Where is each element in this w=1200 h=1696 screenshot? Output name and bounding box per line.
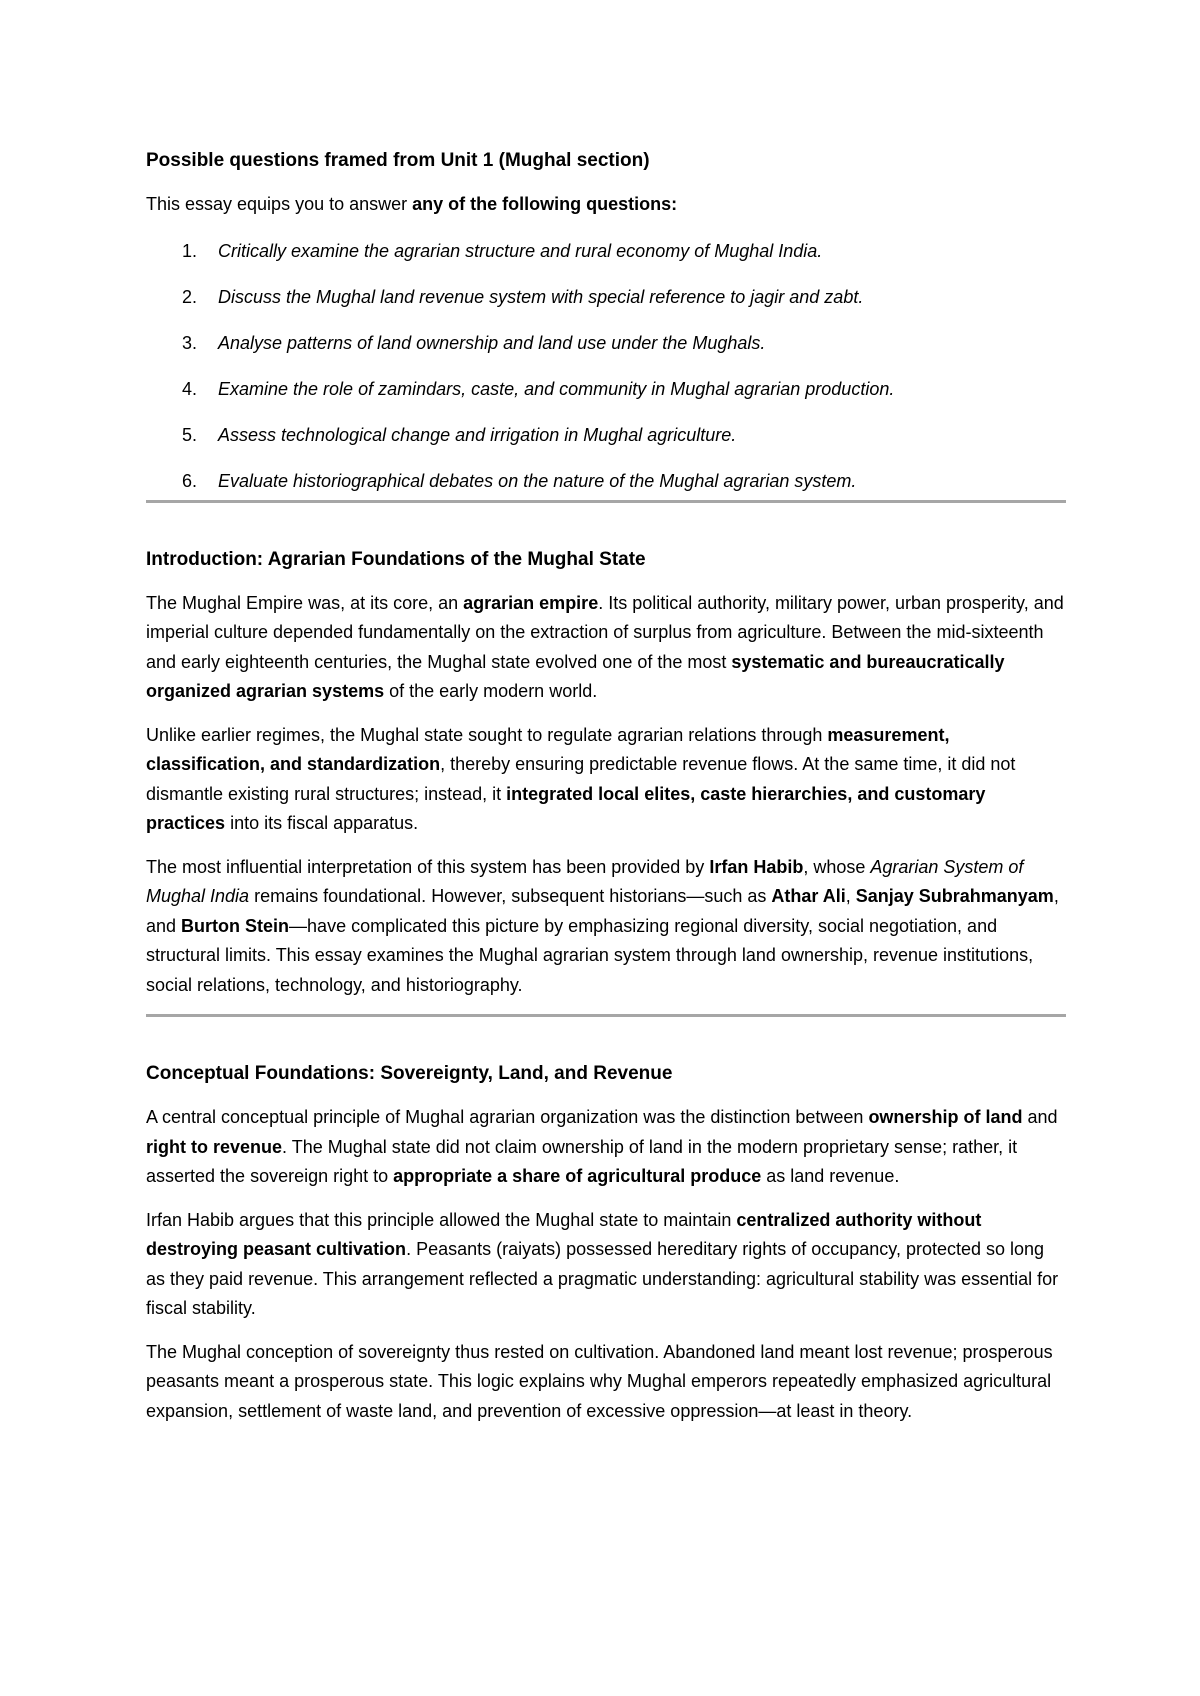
text-run: remains foundational. However, subsequent historians—such as bbox=[249, 886, 772, 906]
text-run: . Peasants (raiyats) possessed hereditary rights of occupancy, protected so long as they paid revenue. This arrangement reflected a pragmatic understanding: agricultural stability was essential for fiscal stability. bbox=[146, 1239, 1059, 1318]
spacer bbox=[146, 1324, 1066, 1338]
list-item-text: Discuss the Mughal land revenue system with special reference to jagir and zabt. bbox=[218, 286, 864, 307]
list-number: 3. bbox=[182, 332, 198, 353]
list-number: 5. bbox=[182, 424, 198, 445]
spacer bbox=[146, 573, 1066, 589]
list-item-text: Examine the role of zamindars, caste, and community in Mughal agrarian production. bbox=[218, 378, 895, 399]
bold-run: agrarian empire bbox=[463, 592, 599, 613]
bold-run: Burton Stein bbox=[181, 915, 290, 936]
text-run: The Mughal Empire was, at its core, an bbox=[146, 592, 464, 613]
list-item-text: Evaluate historiographical debates on the nature of the Mughal agrarian system. bbox=[218, 470, 857, 491]
spacer bbox=[146, 1192, 1066, 1206]
questions-list bbox=[146, 238, 1066, 500]
conceptual-paragraph-3 bbox=[146, 1338, 1066, 1427]
text-run: , bbox=[845, 886, 856, 906]
text-run: , whose bbox=[803, 856, 871, 877]
document-page bbox=[146, 148, 1066, 1426]
list-item bbox=[146, 376, 1066, 422]
text-run: , and bbox=[146, 886, 1059, 936]
text-run: and bbox=[1022, 1107, 1058, 1127]
spacer bbox=[146, 1000, 1066, 1014]
spacer bbox=[146, 503, 1066, 547]
spacer bbox=[146, 707, 1066, 721]
text-run: , thereby ensuring predictable revenue flows. At the same time, it did not dismantle existing rural structures; instead, it bbox=[146, 754, 1016, 804]
spacer bbox=[146, 1087, 1066, 1103]
bold-run: integrated local elites, caste hierarchies, and customary practices bbox=[146, 783, 986, 833]
list-item-text: Assess technological change and irrigation in Mughal agriculture. bbox=[218, 424, 737, 445]
text-run: The Mughal conception of sovereignty thus rested on cultivation. Abandoned land meant lost revenue; prosperous peasants meant a prosperous state. This logic explains why Mughal emperors repeatedly emphasized agricultural expansion, settlement of waste land, and prevention of excessive oppression—at least in theory. bbox=[146, 1341, 1053, 1421]
bold-run: Irfan Habib bbox=[709, 856, 804, 877]
bold-run: centralized authority without destroying peasant cultivation bbox=[146, 1209, 982, 1259]
bold-run: ownership of land bbox=[868, 1107, 1023, 1127]
questions-lead bbox=[146, 190, 1066, 220]
questions-heading: Possible questions framed from Unit 1 (Mughal section) bbox=[146, 150, 650, 171]
conceptual-paragraph-1 bbox=[146, 1103, 1066, 1192]
list-number: 1. bbox=[182, 240, 198, 261]
text-run: of the early modern world. bbox=[384, 681, 598, 701]
bold-run: right to revenue bbox=[146, 1136, 283, 1157]
bold-run: measurement, classification, and standardization bbox=[146, 724, 950, 774]
bold-run: Athar Ali bbox=[771, 886, 846, 906]
list-number: 6. bbox=[182, 470, 198, 491]
text-run: A central conceptual principle of Mughal agrarian organization was the distinction between bbox=[146, 1107, 869, 1127]
text-run: . Its political authority, military power, urban prosperity, and imperial culture depended fundamentally on the extraction of surplus from agriculture. Between the mid-sixteenth and early eighteenth centuries, the Mughal state evolved one of the most bbox=[146, 592, 1064, 672]
conceptual-heading: Conceptual Foundations: Sovereignty, Land, and Revenue bbox=[146, 1063, 673, 1084]
list-item bbox=[146, 238, 1066, 284]
list-number: 4. bbox=[182, 378, 198, 399]
list-item bbox=[146, 330, 1066, 376]
bold-run: systematic and bureaucratically organized agrarian systems bbox=[146, 651, 1005, 701]
text-run: as land revenue. bbox=[761, 1166, 900, 1186]
intro-paragraph-1 bbox=[146, 589, 1066, 707]
list-number: 2. bbox=[182, 286, 198, 307]
list-item-text: Critically examine the agrarian structure and rural economy of Mughal India. bbox=[218, 240, 823, 261]
intro-paragraph-3 bbox=[146, 853, 1066, 1001]
italic-run: Agrarian System of Mughal India bbox=[146, 856, 1024, 906]
list-item bbox=[146, 468, 1066, 500]
introduction-heading: Introduction: Agrarian Foundations of the Mughal State bbox=[146, 548, 646, 570]
intro-paragraph-2 bbox=[146, 721, 1066, 839]
text-run: The most influential interpretation of this system has been provided by bbox=[146, 856, 710, 877]
text-run: Irfan Habib argues that this principle allowed the Mughal state to maintain bbox=[146, 1209, 737, 1230]
list-item-text: Analyse patterns of land ownership and land use under the Mughals. bbox=[218, 332, 766, 353]
list-item bbox=[146, 422, 1066, 468]
bold-run: Sanjay Subrahmanyam bbox=[855, 886, 1054, 906]
spacer bbox=[146, 1017, 1066, 1061]
text-run: Unlike earlier regimes, the Mughal state sought to regulate agrarian relations through bbox=[146, 724, 828, 745]
lead-text: This essay equips you to answer bbox=[146, 194, 413, 214]
list-item bbox=[146, 284, 1066, 330]
text-run: —have complicated this picture by emphasizing regional diversity, social negotiation, and structural limits. This essay examines the Mughal agrarian system through land ownership, revenue institutions, social relations, technology, and historiography. bbox=[146, 915, 1034, 995]
spacer bbox=[146, 839, 1066, 853]
text-run: . The Mughal state did not claim ownership of land in the modern proprietary sense; rather, it asserted the sovereign right to bbox=[146, 1136, 1018, 1186]
conceptual-paragraph-2 bbox=[146, 1206, 1066, 1324]
bold-run: appropriate a share of agricultural produce bbox=[393, 1166, 762, 1186]
text-run: into its fiscal apparatus. bbox=[225, 813, 419, 833]
lead-bold-text: any of the following questions: bbox=[412, 194, 678, 214]
